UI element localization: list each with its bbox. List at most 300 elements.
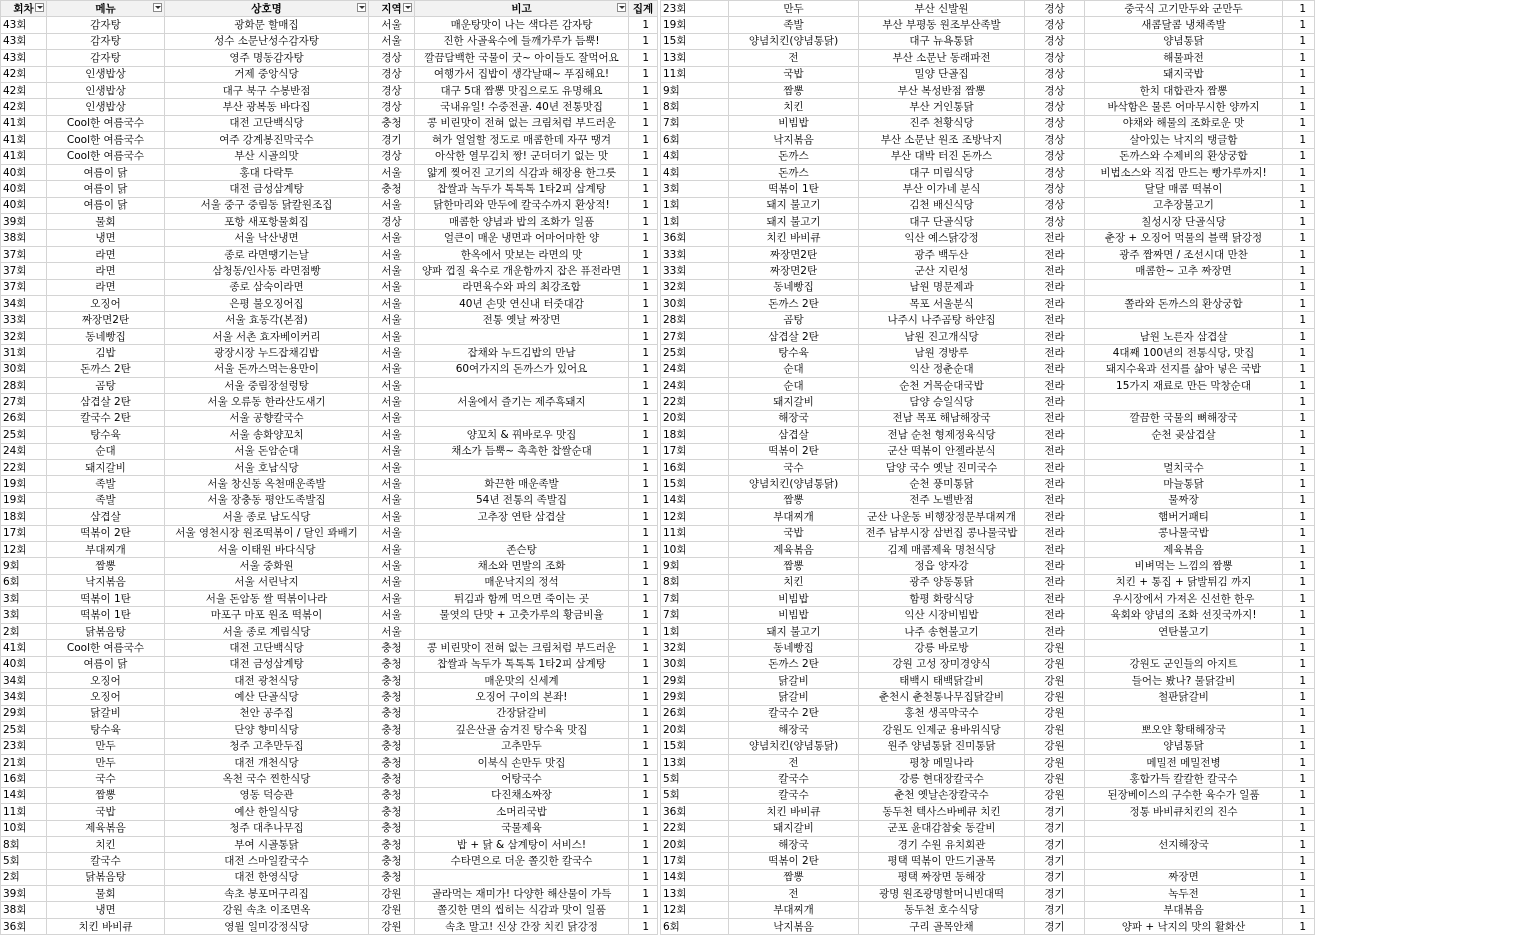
- cell-count[interactable]: 1: [1283, 99, 1315, 115]
- cell-round[interactable]: 43회: [1, 50, 47, 66]
- header-cell-note[interactable]: 비고: [415, 1, 629, 17]
- cell-region[interactable]: 서울: [369, 312, 415, 328]
- cell-round[interactable]: 30회: [661, 296, 729, 312]
- cell-note[interactable]: 철판닭갈비: [1085, 689, 1283, 705]
- cell-store[interactable]: 강원 속초 이조면옥: [165, 902, 369, 918]
- cell-count[interactable]: 1: [629, 623, 658, 639]
- cell-region[interactable]: 강원: [1025, 787, 1085, 803]
- cell-region[interactable]: 충청: [369, 787, 415, 803]
- cell-region[interactable]: 경상: [369, 99, 415, 115]
- cell-store[interactable]: 부산 신발원: [859, 1, 1025, 17]
- cell-note[interactable]: 콩나물국밥: [1085, 525, 1283, 541]
- cell-note[interactable]: 쫄깃한 면의 씹히는 식감과 맛이 일품: [415, 902, 629, 918]
- table-row[interactable]: [661, 836, 1315, 852]
- cell-count[interactable]: 1: [629, 853, 658, 869]
- cell-round[interactable]: 40회: [1, 164, 47, 180]
- cell-round[interactable]: 41회: [1, 148, 47, 164]
- cell-region[interactable]: 서울: [369, 345, 415, 361]
- cell-store[interactable]: 속초 봉포머구리집: [165, 886, 369, 902]
- table-row[interactable]: [1, 279, 658, 295]
- cell-region[interactable]: 충청: [369, 853, 415, 869]
- cell-round[interactable]: 34회: [1, 296, 47, 312]
- cell-round[interactable]: 32회: [661, 279, 729, 295]
- cell-store[interactable]: 예산 단골식당: [165, 689, 369, 705]
- cell-store[interactable]: 강원도 인제군 용바위식당: [859, 722, 1025, 738]
- cell-region[interactable]: 경상: [1025, 214, 1085, 230]
- cell-menu[interactable]: 김밥: [47, 345, 165, 361]
- cell-round[interactable]: 4회: [661, 164, 729, 180]
- cell-note[interactable]: 춘장 + 오징어 먹물의 블랙 닭강정: [1085, 230, 1283, 246]
- cell-note[interactable]: [1085, 640, 1283, 656]
- table-row[interactable]: [1, 574, 658, 590]
- cell-region[interactable]: 충청: [369, 673, 415, 689]
- cell-round[interactable]: 7회: [661, 591, 729, 607]
- cell-region[interactable]: 강원: [369, 918, 415, 934]
- cell-count[interactable]: 1: [1283, 328, 1315, 344]
- cell-note[interactable]: 짜장면: [1085, 869, 1283, 885]
- cell-round[interactable]: 19회: [1, 492, 47, 508]
- cell-store[interactable]: 담양 승일식당: [859, 394, 1025, 410]
- cell-store[interactable]: 포항 새포항물회집: [165, 214, 369, 230]
- cell-region[interactable]: 충청: [369, 820, 415, 836]
- filter-dropdown-icon[interactable]: [153, 3, 162, 12]
- cell-menu[interactable]: 닭볶음탕: [47, 869, 165, 885]
- cell-region[interactable]: 서울: [369, 591, 415, 607]
- cell-note[interactable]: [1085, 443, 1283, 459]
- cell-round[interactable]: 26회: [661, 705, 729, 721]
- cell-note[interactable]: 콩 비린맛이 전혀 없는 크림처럼 부드러운: [415, 115, 629, 131]
- cell-note[interactable]: 찹쌀과 녹두가 톡톡톡 1타2피 삼계탕: [415, 181, 629, 197]
- cell-note[interactable]: 고추장 연탄 삼겹살: [415, 509, 629, 525]
- cell-round[interactable]: 13회: [661, 754, 729, 770]
- cell-note[interactable]: [415, 410, 629, 426]
- cell-menu[interactable]: 오징어: [47, 689, 165, 705]
- cell-round[interactable]: 4회: [661, 148, 729, 164]
- cell-note[interactable]: 순천 곶삼겹살: [1085, 427, 1283, 443]
- cell-store[interactable]: 대구 단골식당: [859, 214, 1025, 230]
- cell-menu[interactable]: 해장국: [729, 410, 859, 426]
- table-row[interactable]: [661, 296, 1315, 312]
- cell-menu[interactable]: 비빔밥: [729, 591, 859, 607]
- cell-menu[interactable]: 짬뽕: [729, 82, 859, 98]
- cell-round[interactable]: 24회: [661, 361, 729, 377]
- cell-note[interactable]: 홍합가득 칼칼한 칼국수: [1085, 771, 1283, 787]
- cell-region[interactable]: 전라: [1025, 328, 1085, 344]
- table-row[interactable]: [1, 50, 658, 66]
- cell-note[interactable]: 비법소스와 직접 만드는 빵가루까지!: [1085, 164, 1283, 180]
- cell-menu[interactable]: 닭갈비: [47, 705, 165, 721]
- cell-region[interactable]: 강원: [1025, 738, 1085, 754]
- cell-count[interactable]: 1: [1283, 705, 1315, 721]
- cell-count[interactable]: 1: [629, 296, 658, 312]
- cell-round[interactable]: 25회: [661, 345, 729, 361]
- cell-note[interactable]: 54년 전통의 족발집: [415, 492, 629, 508]
- table-row[interactable]: [661, 722, 1315, 738]
- cell-count[interactable]: 1: [629, 459, 658, 475]
- cell-count[interactable]: 1: [1283, 738, 1315, 754]
- cell-note[interactable]: 양념통닭: [1085, 33, 1283, 49]
- cell-store[interactable]: 평택 짜장면 동해장: [859, 869, 1025, 885]
- table-row[interactable]: [1, 804, 658, 820]
- cell-count[interactable]: 1: [629, 705, 658, 721]
- cell-count[interactable]: 1: [629, 558, 658, 574]
- cell-region[interactable]: 전라: [1025, 312, 1085, 328]
- cell-count[interactable]: 1: [629, 607, 658, 623]
- cell-store[interactable]: 담양 국수 옛날 진미국수: [859, 459, 1025, 475]
- cell-store[interactable]: 남원 명문제과: [859, 279, 1025, 295]
- cell-region[interactable]: 경상: [1025, 50, 1085, 66]
- cell-note[interactable]: 연탄불고기: [1085, 623, 1283, 639]
- cell-region[interactable]: 경상: [1025, 66, 1085, 82]
- cell-note[interactable]: 전통 옛날 짜장면: [415, 312, 629, 328]
- table-row[interactable]: [1, 148, 658, 164]
- table-row[interactable]: [661, 312, 1315, 328]
- cell-round[interactable]: 12회: [661, 509, 729, 525]
- cell-store[interactable]: 군산 지린성: [859, 263, 1025, 279]
- cell-round[interactable]: 25회: [1, 427, 47, 443]
- cell-round[interactable]: 30회: [1, 361, 47, 377]
- cell-store[interactable]: 순천 거목순대국밥: [859, 377, 1025, 393]
- cell-region[interactable]: 전라: [1025, 509, 1085, 525]
- cell-menu[interactable]: 감자탕: [47, 33, 165, 49]
- table-row[interactable]: [1, 640, 658, 656]
- cell-note[interactable]: 혀가 얼얼할 정도로 매콤한데 자꾸 땡겨: [415, 132, 629, 148]
- cell-store[interactable]: 대전 금성삼계탕: [165, 656, 369, 672]
- cell-count[interactable]: 1: [629, 754, 658, 770]
- cell-count[interactable]: 1: [1283, 640, 1315, 656]
- cell-note[interactable]: 깊은산골 숨겨진 탕수육 맛집: [415, 722, 629, 738]
- table-row[interactable]: [1, 17, 658, 33]
- cell-count[interactable]: 1: [1283, 771, 1315, 787]
- cell-store[interactable]: 은평 불오징어집: [165, 296, 369, 312]
- cell-count[interactable]: 1: [1283, 148, 1315, 164]
- cell-region[interactable]: 전라: [1025, 345, 1085, 361]
- cell-round[interactable]: 5회: [661, 787, 729, 803]
- cell-store[interactable]: 동두천 텍사스바베큐 치킨: [859, 804, 1025, 820]
- cell-menu[interactable]: 오징어: [47, 296, 165, 312]
- cell-round[interactable]: 8회: [1, 836, 47, 852]
- cell-round[interactable]: 33회: [1, 312, 47, 328]
- cell-round[interactable]: 15회: [661, 476, 729, 492]
- table-row[interactable]: [1, 836, 658, 852]
- table-row[interactable]: [661, 869, 1315, 885]
- cell-round[interactable]: 42회: [1, 99, 47, 115]
- cell-round[interactable]: 41회: [1, 640, 47, 656]
- table-row[interactable]: [661, 345, 1315, 361]
- cell-region[interactable]: 서울: [369, 607, 415, 623]
- cell-round[interactable]: 28회: [661, 312, 729, 328]
- table-row[interactable]: [1, 558, 658, 574]
- table-row[interactable]: [1, 246, 658, 262]
- cell-menu[interactable]: 돼지갈비: [729, 820, 859, 836]
- cell-note[interactable]: 뽀오얀 황태해장국: [1085, 722, 1283, 738]
- cell-store[interactable]: 동두천 호수식당: [859, 902, 1025, 918]
- table-row[interactable]: [1, 312, 658, 328]
- cell-count[interactable]: 1: [629, 869, 658, 885]
- cell-note[interactable]: 어탕국수: [415, 771, 629, 787]
- cell-menu[interactable]: Cool한 여름국수: [47, 132, 165, 148]
- cell-store[interactable]: 익산 예스닭강정: [859, 230, 1025, 246]
- table-row[interactable]: [661, 197, 1315, 213]
- cell-menu[interactable]: 부대찌개: [729, 509, 859, 525]
- cell-region[interactable]: 경상: [1025, 1, 1085, 17]
- cell-round[interactable]: 34회: [1, 689, 47, 705]
- cell-note[interactable]: 광주 짬짜면 / 조선시대 만찬: [1085, 246, 1283, 262]
- cell-note[interactable]: 간장닭갈비: [415, 705, 629, 721]
- cell-round[interactable]: 38회: [1, 230, 47, 246]
- table-row[interactable]: [661, 410, 1315, 426]
- cell-count[interactable]: 1: [1283, 361, 1315, 377]
- cell-store[interactable]: 종로 삼숙이라면: [165, 279, 369, 295]
- cell-count[interactable]: 1: [1283, 17, 1315, 33]
- cell-region[interactable]: 서울: [369, 476, 415, 492]
- cell-count[interactable]: 1: [1283, 33, 1315, 49]
- cell-region[interactable]: 충청: [369, 705, 415, 721]
- cell-menu[interactable]: 양념치킨(양념통닭): [729, 33, 859, 49]
- cell-store[interactable]: 청주 고추만두집: [165, 738, 369, 754]
- cell-menu[interactable]: 족발: [47, 476, 165, 492]
- cell-store[interactable]: 대전 고단백식당: [165, 640, 369, 656]
- cell-count[interactable]: 1: [1283, 263, 1315, 279]
- table-row[interactable]: [661, 902, 1315, 918]
- cell-menu[interactable]: 짬뽕: [729, 869, 859, 885]
- cell-store[interactable]: 대전 스마일칼국수: [165, 853, 369, 869]
- cell-menu[interactable]: 해장국: [729, 836, 859, 852]
- cell-region[interactable]: 경기: [1025, 918, 1085, 934]
- cell-region[interactable]: 충청: [369, 722, 415, 738]
- cell-note[interactable]: 골라먹는 재미가! 다양한 해산물이 가득: [415, 886, 629, 902]
- cell-round[interactable]: 8회: [661, 574, 729, 590]
- cell-count[interactable]: 1: [629, 345, 658, 361]
- cell-note[interactable]: 멸치국수: [1085, 459, 1283, 475]
- cell-menu[interactable]: 돼지갈비: [47, 459, 165, 475]
- cell-note[interactable]: 쫄라와 돈까스의 환상궁합: [1085, 296, 1283, 312]
- cell-region[interactable]: 전라: [1025, 230, 1085, 246]
- cell-round[interactable]: 10회: [661, 541, 729, 557]
- cell-region[interactable]: 전라: [1025, 492, 1085, 508]
- cell-store[interactable]: 순천 풍미통닭: [859, 476, 1025, 492]
- cell-menu[interactable]: Cool한 여름국수: [47, 115, 165, 131]
- cell-store[interactable]: 경기 수원 유치회관: [859, 836, 1025, 852]
- table-row[interactable]: [661, 673, 1315, 689]
- table-row[interactable]: [661, 558, 1315, 574]
- table-row[interactable]: [1, 656, 658, 672]
- cell-count[interactable]: 1: [629, 132, 658, 148]
- cell-menu[interactable]: 전: [729, 50, 859, 66]
- cell-count[interactable]: 1: [629, 689, 658, 705]
- cell-menu[interactable]: 국수: [729, 459, 859, 475]
- cell-store[interactable]: 서울 낙산냉면: [165, 230, 369, 246]
- cell-store[interactable]: 청주 대추나무집: [165, 820, 369, 836]
- cell-round[interactable]: 11회: [1, 804, 47, 820]
- cell-note[interactable]: 한치 대합관자 짬뽕: [1085, 82, 1283, 98]
- cell-store[interactable]: 서울 중화원: [165, 558, 369, 574]
- cell-region[interactable]: 서울: [369, 427, 415, 443]
- cell-count[interactable]: 1: [1283, 132, 1315, 148]
- cell-round[interactable]: 22회: [1, 459, 47, 475]
- cell-round[interactable]: 39회: [1, 214, 47, 230]
- cell-note[interactable]: 존슨탕: [415, 541, 629, 557]
- table-row[interactable]: [1, 427, 658, 443]
- filter-dropdown-icon[interactable]: [617, 3, 626, 12]
- table-row[interactable]: [1, 181, 658, 197]
- cell-store[interactable]: 서울 영천시장 원조떡볶이 / 달인 꽈배기: [165, 525, 369, 541]
- cell-note[interactable]: 돼지국밥: [1085, 66, 1283, 82]
- cell-store[interactable]: 익산 정춘순대: [859, 361, 1025, 377]
- table-row[interactable]: [1, 115, 658, 131]
- cell-round[interactable]: 15회: [661, 738, 729, 754]
- cell-store[interactable]: 서울 이태원 바다식당: [165, 541, 369, 557]
- table-row[interactable]: [1, 541, 658, 557]
- cell-store[interactable]: 거제 중앙식당: [165, 66, 369, 82]
- cell-note[interactable]: 양파 + 낙지의 맛의 활화산: [1085, 918, 1283, 934]
- cell-note[interactable]: 밥 + 닭 & 삼계탕이 서비스!: [415, 836, 629, 852]
- cell-count[interactable]: 1: [629, 394, 658, 410]
- table-row[interactable]: [1, 787, 658, 803]
- cell-region[interactable]: 서울: [369, 377, 415, 393]
- cell-count[interactable]: 1: [1283, 459, 1315, 475]
- cell-region[interactable]: 전라: [1025, 410, 1085, 426]
- cell-menu[interactable]: 칼국수: [47, 853, 165, 869]
- cell-count[interactable]: 1: [1283, 836, 1315, 852]
- cell-round[interactable]: 7회: [661, 607, 729, 623]
- cell-menu[interactable]: 동네빵집: [47, 328, 165, 344]
- cell-count[interactable]: 1: [629, 410, 658, 426]
- cell-round[interactable]: 20회: [661, 836, 729, 852]
- header-cell-menu[interactable]: 메뉴: [47, 1, 165, 17]
- cell-round[interactable]: 9회: [661, 82, 729, 98]
- cell-region[interactable]: 충청: [369, 771, 415, 787]
- cell-store[interactable]: 서울 오류동 한라산도새기: [165, 394, 369, 410]
- cell-store[interactable]: 서울 돈암동 쌀 떡볶이나라: [165, 591, 369, 607]
- cell-round[interactable]: 14회: [1, 787, 47, 803]
- cell-count[interactable]: 1: [629, 214, 658, 230]
- cell-store[interactable]: 영주 명동감자탕: [165, 50, 369, 66]
- table-row[interactable]: [661, 459, 1315, 475]
- cell-round[interactable]: 18회: [1, 509, 47, 525]
- cell-menu[interactable]: 물회: [47, 886, 165, 902]
- cell-region[interactable]: 충청: [369, 656, 415, 672]
- cell-round[interactable]: 5회: [1, 853, 47, 869]
- cell-store[interactable]: 서울 중구 중림동 닭칼원조집: [165, 197, 369, 213]
- cell-store[interactable]: 부산 이가네 분식: [859, 181, 1025, 197]
- cell-round[interactable]: 15회: [661, 33, 729, 49]
- table-row[interactable]: [661, 492, 1315, 508]
- cell-store[interactable]: 목포 서울분식: [859, 296, 1025, 312]
- cell-region[interactable]: 충청: [369, 869, 415, 885]
- cell-menu[interactable]: 치킨: [729, 99, 859, 115]
- cell-round[interactable]: 13회: [661, 886, 729, 902]
- cell-note[interactable]: 매운낙지의 정석: [415, 574, 629, 590]
- cell-store[interactable]: 대구 뉴욕통닭: [859, 33, 1025, 49]
- cell-count[interactable]: 1: [629, 738, 658, 754]
- cell-round[interactable]: 19회: [1, 476, 47, 492]
- cell-menu[interactable]: 칼국수: [729, 771, 859, 787]
- table-row[interactable]: [1, 476, 658, 492]
- cell-note[interactable]: [415, 869, 629, 885]
- cell-count[interactable]: 1: [629, 804, 658, 820]
- cell-count[interactable]: 1: [629, 181, 658, 197]
- cell-menu[interactable]: 국밥: [729, 525, 859, 541]
- header-cell-region[interactable]: 지역: [369, 1, 415, 17]
- cell-round[interactable]: 40회: [1, 181, 47, 197]
- filter-dropdown-icon[interactable]: [35, 3, 44, 12]
- cell-note[interactable]: 강원도 군인들의 아지트: [1085, 656, 1283, 672]
- cell-menu[interactable]: 낙지볶음: [729, 918, 859, 934]
- cell-region[interactable]: 충청: [369, 115, 415, 131]
- table-row[interactable]: [1, 607, 658, 623]
- cell-round[interactable]: 17회: [661, 853, 729, 869]
- cell-region[interactable]: 경상: [369, 50, 415, 66]
- cell-menu[interactable]: 여름이 닭: [47, 197, 165, 213]
- cell-region[interactable]: 서울: [369, 230, 415, 246]
- cell-round[interactable]: 1회: [661, 623, 729, 639]
- cell-menu[interactable]: 전: [729, 886, 859, 902]
- table-row[interactable]: [661, 328, 1315, 344]
- cell-menu[interactable]: 돈까스: [729, 164, 859, 180]
- cell-note[interactable]: [1085, 279, 1283, 295]
- cell-store[interactable]: 서울 송화양꼬치: [165, 427, 369, 443]
- cell-count[interactable]: 1: [1283, 722, 1315, 738]
- table-row[interactable]: [1, 214, 658, 230]
- cell-menu[interactable]: 탕수육: [47, 427, 165, 443]
- cell-store[interactable]: 부여 시골통닭: [165, 836, 369, 852]
- cell-region[interactable]: 경상: [1025, 115, 1085, 131]
- cell-menu[interactable]: 떡볶이 1탄: [47, 591, 165, 607]
- table-row[interactable]: [1, 443, 658, 459]
- cell-store[interactable]: 대전 고단백식당: [165, 115, 369, 131]
- cell-round[interactable]: 40회: [1, 656, 47, 672]
- cell-count[interactable]: 1: [1283, 804, 1315, 820]
- cell-note[interactable]: 우시장에서 가져온 신선한 한우: [1085, 591, 1283, 607]
- cell-region[interactable]: 강원: [1025, 656, 1085, 672]
- cell-round[interactable]: 20회: [661, 410, 729, 426]
- cell-count[interactable]: 1: [1283, 394, 1315, 410]
- cell-round[interactable]: 37회: [1, 263, 47, 279]
- cell-round[interactable]: 6회: [1, 574, 47, 590]
- cell-note[interactable]: 다진채소짜장: [415, 787, 629, 803]
- cell-store[interactable]: 부산 복성반점 짬뽕: [859, 82, 1025, 98]
- cell-region[interactable]: 서울: [369, 263, 415, 279]
- cell-note[interactable]: 양념통닭: [1085, 738, 1283, 754]
- cell-count[interactable]: 1: [1283, 902, 1315, 918]
- cell-round[interactable]: 2회: [1, 623, 47, 639]
- cell-round[interactable]: 18회: [661, 427, 729, 443]
- cell-store[interactable]: 홍대 다락투: [165, 164, 369, 180]
- cell-menu[interactable]: 돼지갈비: [729, 394, 859, 410]
- cell-round[interactable]: 43회: [1, 17, 47, 33]
- cell-note[interactable]: 양꼬치 & 꿔바로우 맛집: [415, 427, 629, 443]
- cell-store[interactable]: 옥천 국수 찐한식당: [165, 771, 369, 787]
- cell-count[interactable]: 1: [1283, 1, 1315, 17]
- cell-count[interactable]: 1: [1283, 115, 1315, 131]
- cell-count[interactable]: 1: [1283, 230, 1315, 246]
- cell-menu[interactable]: 곰탕: [47, 377, 165, 393]
- table-row[interactable]: [661, 50, 1315, 66]
- header-cell-count[interactable]: 집계: [629, 1, 658, 17]
- cell-count[interactable]: 1: [1283, 656, 1315, 672]
- table-row[interactable]: [1, 132, 658, 148]
- cell-store[interactable]: 서울 서린낙지: [165, 574, 369, 590]
- table-row[interactable]: [1, 82, 658, 98]
- table-row[interactable]: [661, 771, 1315, 787]
- cell-count[interactable]: 1: [1283, 673, 1315, 689]
- cell-store[interactable]: 광명 원조광명할머니빈대떡: [859, 886, 1025, 902]
- cell-store[interactable]: 전남 순천 형제정육식당: [859, 427, 1025, 443]
- cell-store[interactable]: 남원 진고개식당: [859, 328, 1025, 344]
- table-row[interactable]: [661, 230, 1315, 246]
- cell-round[interactable]: 36회: [661, 804, 729, 820]
